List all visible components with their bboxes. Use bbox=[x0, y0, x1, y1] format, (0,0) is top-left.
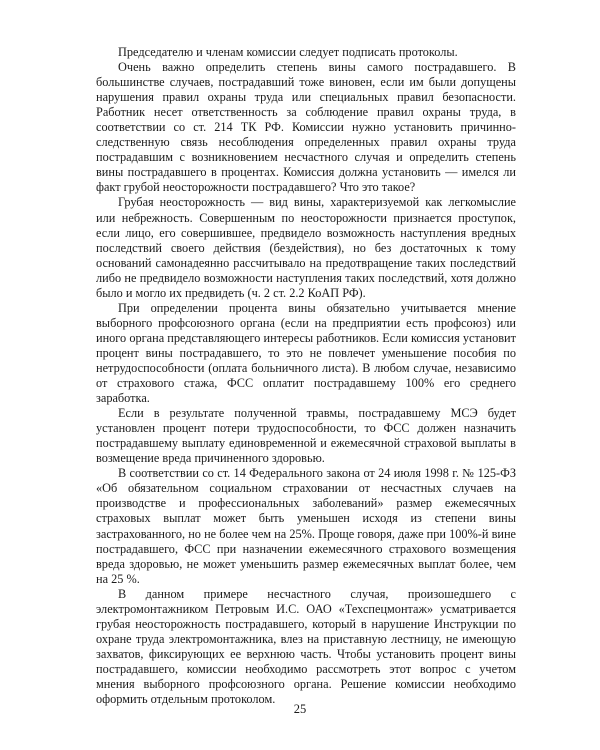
paragraph: Если в результате полученной травмы, пострадавшему МСЭ будет установлен процент потери трудоспособности, то ФСС должен назначить пострадавшему выплату единовременной и ежемесячной страховой выплаты в возмещение вреда причиненного здоровью. bbox=[96, 406, 516, 466]
paragraph: В данном примере несчастного случая, произошедшего с электромонтажником Петровым И.С. ОАО «Техспецмонтаж» усматривается грубая неосторожность пострадавшего, который в нарушение Инструкции по охране труда электромонтажника, влез на приставную лестницу, не имеющую захватов, фиксирующих ее верхнюю часть. Чтобы установить процент вины пострадавшего, комиссии необходимо рассмотреть этот вопрос с учетом мнения выборного профсоюзного органа. Решение комиссии необходимо оформить отдельным протоколом. bbox=[96, 586, 516, 707]
paragraph: При определении процента вины обязательно учитывается мнение выборного профсоюзного органа (если на предприятии есть профсоюз) или иного органа представляющего интересы работников. Если комиссия установит процент вины пострадавшего, то это не повлечет уменьшение пособия по нетрудоспособности (оплата больничного листа). В любом случае, независимо от страхового стажа, ФСС оплатит пострадавшему 100% его среднего заработка. bbox=[96, 300, 516, 406]
paragraph: Очень важно определить степень вины самого пострадавшего. В большинстве случаев, пострадавший тоже виновен, если им были допущены нарушения правил охраны труда или специальных правил безопасности. Работник несет ответственность за соблюдение правил охраны труда, в соответствии со ст. 214 ТК РФ. Комиссии нужно установить причинно-следственную связь несоблюдения определенных правил охраны труда пострадавшим с возникновением несчастного случая и определить степень вины пострадавшего в процентах. Комиссия должна установить — имелся ли факт грубой неосторожности пострадавшего? Что это такое? bbox=[96, 60, 516, 195]
body-text bbox=[96, 45, 516, 707]
page-number: 25 bbox=[293, 702, 307, 716]
paragraph: Председателю и членам комиссии следует подписать протоколы. bbox=[118, 45, 458, 59]
paragraph: Грубая неосторожность — вид вины, характеризуемой как легкомыслие или небрежность. Совершенным по неосторожности признается проступок, если лицо, его совершившее, предвидело возможность наступления вредных последствий своего действия (бездействия), но без достаточных к тому оснований самонадеянно рассчитывало на предотвращение таких последствий либо не предвидело возможности наступления таких последствий, хотя должно было и могло их предвидеть (ч. 2 ст. 2.2 КоАП РФ). bbox=[96, 195, 516, 300]
paragraph: В соответствии со ст. 14 Федерального закона от 24 июля 1998 г. № 125-ФЗ «Об обязательном социальном страховании от несчастных случаев на производстве и профессиональных заболеваний» размер ежемесячных страховых выплат может быть уменьшен исходя из степени вины застрахованного, но не более чем на 25%. Проще говоря, даже при 100%-й вине пострадавшего, ФСС при назначении ежемесячного страхового возмещения вреда здоровью, не может уменьшить размер ежемесячных выплат более, чем на 25 %. bbox=[96, 466, 516, 586]
